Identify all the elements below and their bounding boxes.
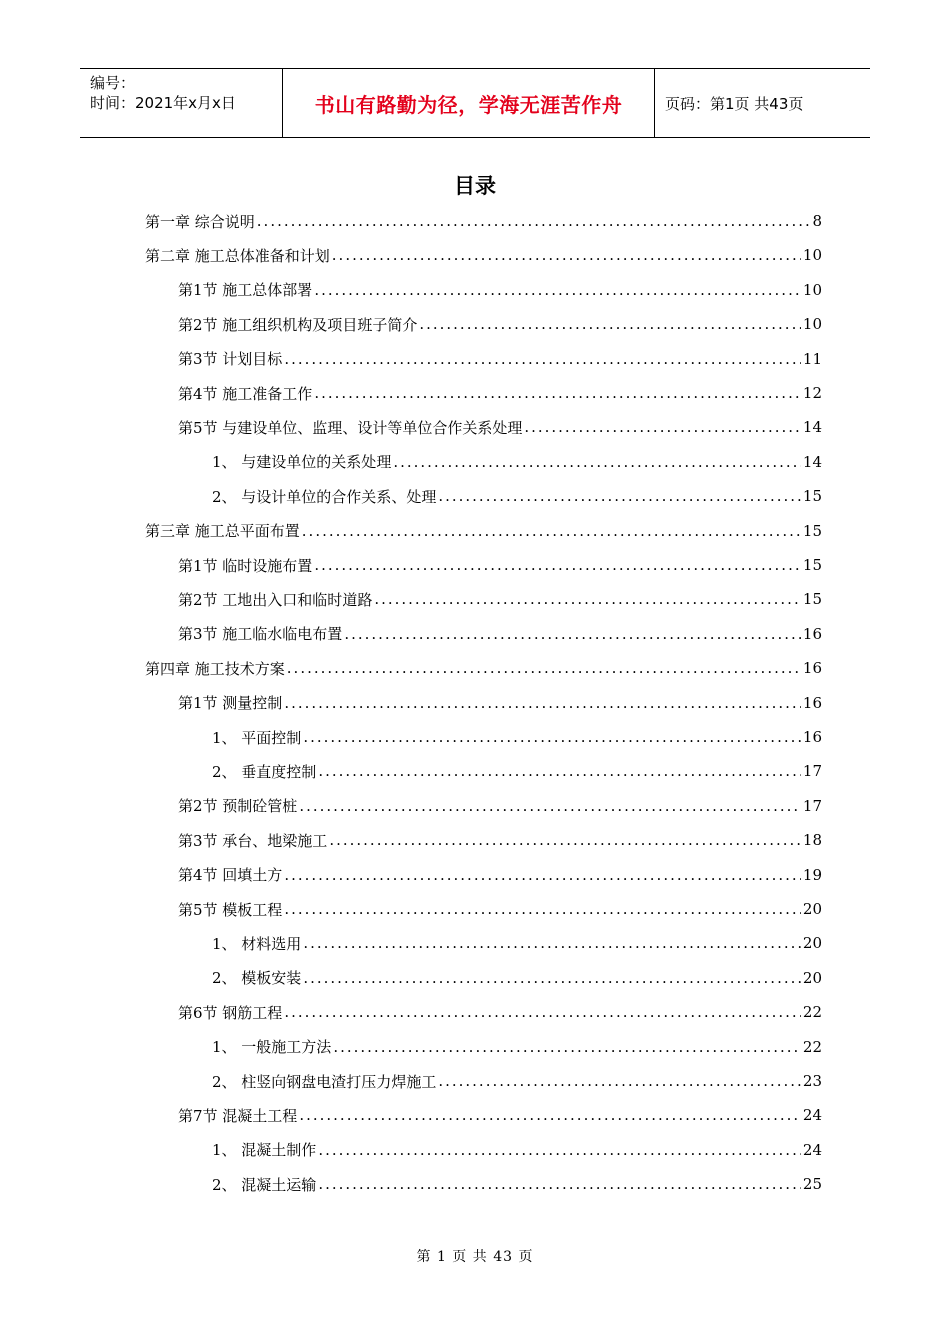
toc-entry-page: 10 (802, 315, 822, 334)
toc-entry-page: 25 (802, 1175, 822, 1194)
toc-entry-page: 15 (802, 590, 822, 609)
toc-entry[interactable] (178, 376, 822, 410)
toc-entry-label: 第2节 预制砼管桩 (178, 797, 298, 816)
toc-entry-page: 20 (802, 900, 822, 918)
page-footer: 第 1 页 共 43 页 (416, 1249, 534, 1265)
toc-entry-page: 19 (802, 865, 822, 884)
toc-entry-page: 20 (802, 968, 822, 987)
toc-entry-label: 第3节 施工临水临电布置 (178, 625, 343, 644)
toc-leader-dots (438, 487, 801, 505)
toc-entry[interactable] (145, 238, 822, 272)
number-label: 编号： (90, 74, 136, 92)
toc-entry[interactable] (178, 410, 822, 444)
toc-leader-dots (299, 1106, 801, 1124)
toc-entry[interactable] (178, 686, 822, 720)
toc-leader-dots (303, 969, 801, 987)
toc-entry-page: 12 (802, 384, 822, 402)
toc-entry-label: 第四章 施工技术方案 (145, 659, 285, 678)
toc-entry-label: 第3节 承台、地梁施工 (178, 831, 328, 850)
toc-leader-dots (393, 453, 801, 471)
toc-entry-page: 22 (802, 1037, 822, 1056)
toc-leader-dots (302, 522, 801, 540)
toc-entry-label: 第3节 计划目标 (178, 350, 283, 369)
toc-entry[interactable] (178, 548, 822, 582)
toc-entry-page: 15 (802, 556, 822, 574)
page-header (80, 68, 870, 138)
toc-entry-page: 17 (802, 796, 822, 815)
toc-entry-page: 14 (802, 418, 822, 437)
toc-leader-dots (284, 350, 801, 368)
toc-entry-page: 15 (802, 521, 822, 540)
toc-entry-label: 第5节 模板工程 (178, 900, 283, 919)
toc-entry-page: 18 (802, 831, 822, 850)
document-title: 目录 (454, 174, 496, 198)
toc-entry-page: 17 (802, 762, 822, 781)
toc-entry-label: 2、 与设计单位的合作关系、处理 (212, 487, 437, 506)
header-page-info: 页码：第1页 共43页 (665, 94, 804, 113)
toc-entry[interactable] (178, 273, 822, 307)
toc-entry-label: 第2节 施工组织机构及项目班子简介 (178, 315, 418, 334)
toc-leader-dots (314, 384, 801, 402)
toc-entry-label: 第一章 综合说明 (145, 212, 255, 231)
toc-entry[interactable] (178, 1098, 822, 1132)
toc-entry[interactable] (212, 479, 822, 513)
toc-entry[interactable] (212, 1064, 822, 1098)
toc-entry-label: 第5节 与建设单位、监理、设计等单位合作关系处理 (178, 418, 523, 437)
toc-entry-label: 1、 混凝土制作 (212, 1141, 317, 1160)
toc-entry-label: 1、 材料选用 (212, 934, 302, 953)
toc-entry-page: 15 (802, 487, 822, 506)
toc-leader-dots (374, 590, 801, 608)
toc-entry-page: 14 (802, 452, 822, 471)
toc-entry[interactable] (178, 858, 822, 892)
toc-entry-label: 1、 与建设单位的关系处理 (212, 453, 392, 472)
time-label: 时间：2021年x月x日 (90, 94, 236, 112)
toc-entry-label: 第4节 施工准备工作 (178, 384, 313, 403)
toc-entry[interactable] (178, 789, 822, 823)
toc-entry-page: 20 (802, 934, 822, 953)
toc-entry-page: 24 (802, 1140, 822, 1159)
toc-entry-page: 11 (802, 349, 822, 368)
toc-entry[interactable] (145, 514, 822, 548)
toc-entry-label: 2、 模板安装 (212, 969, 302, 988)
toc-leader-dots (299, 797, 801, 815)
toc-entry[interactable] (145, 651, 822, 685)
toc-entry-label: 第二章 施工总体准备和计划 (145, 246, 330, 265)
toc-leader-dots (438, 1072, 801, 1090)
toc-entry-page: 22 (802, 1003, 822, 1022)
toc-leader-dots (419, 315, 801, 333)
toc-leader-dots (284, 900, 801, 918)
toc-leader-dots (314, 281, 801, 299)
toc-entry[interactable] (212, 1133, 822, 1167)
toc-entry[interactable] (178, 582, 822, 616)
toc-entry[interactable] (212, 754, 822, 788)
toc-entry[interactable] (212, 1167, 822, 1201)
toc-entry[interactable] (212, 926, 822, 960)
toc-entry[interactable] (178, 307, 822, 341)
toc-leader-dots (314, 556, 801, 574)
toc-entry-page: 10 (802, 246, 822, 265)
toc-leader-dots (257, 212, 811, 230)
toc-leader-dots (329, 831, 801, 849)
toc-entry-page: 10 (802, 280, 822, 299)
toc-entry[interactable] (178, 823, 822, 857)
toc-entry-label: 第1节 临时设施布置 (178, 556, 313, 575)
toc-entry-page: 16 (802, 693, 822, 712)
toc-leader-dots (318, 1141, 801, 1159)
toc-entry[interactable] (212, 445, 822, 479)
toc-leader-dots (318, 1175, 801, 1193)
toc-entry-page: 16 (802, 624, 822, 643)
header-motto: 书山有路勤为径，学海无涯苦作舟 (282, 69, 655, 137)
toc-leader-dots (284, 694, 801, 712)
toc-entry[interactable] (145, 204, 822, 238)
toc-entry-label: 第2节 工地出入口和临时道路 (178, 590, 373, 609)
toc-entry-page: 16 (802, 728, 822, 746)
toc-leader-dots (303, 728, 801, 746)
toc-entry-label: 2、 混凝土运输 (212, 1175, 317, 1194)
toc-leader-dots (303, 934, 801, 952)
toc-entry-label: 1、 一般施工方法 (212, 1038, 332, 1057)
toc-entry-label: 1、 平面控制 (212, 728, 302, 747)
toc-entry-label: 第1节 测量控制 (178, 694, 283, 713)
toc-entry-page: 8 (812, 212, 822, 230)
toc-leader-dots (318, 762, 801, 780)
toc-entry-label: 第三章 施工总平面布置 (145, 522, 300, 541)
toc-entry-label: 2、 垂直度控制 (212, 762, 317, 781)
toc-entry-label: 第4节 回填土方 (178, 866, 283, 885)
toc-entry[interactable] (212, 720, 822, 754)
toc-entry-page: 24 (802, 1106, 822, 1125)
toc-leader-dots (287, 659, 801, 677)
toc-entry-label: 第1节 施工总体部署 (178, 281, 313, 300)
toc-leader-dots (333, 1038, 801, 1056)
toc-entry-page: 16 (802, 659, 822, 678)
toc-leader-dots (284, 866, 801, 884)
toc-leader-dots (284, 1003, 801, 1021)
toc-entry[interactable] (212, 1030, 822, 1064)
toc-entry[interactable] (178, 342, 822, 376)
toc-entry[interactable] (178, 892, 822, 926)
toc-entry-page: 23 (802, 1072, 822, 1090)
header-meta (80, 69, 282, 137)
toc-entry-label: 2、 柱竖向钢盘电渣打压力焊施工 (212, 1072, 437, 1091)
toc-entry[interactable] (212, 961, 822, 995)
toc-entry-label: 第7节 混凝土工程 (178, 1106, 298, 1125)
toc-entry[interactable] (178, 995, 822, 1029)
toc-entry[interactable] (178, 617, 822, 651)
toc-leader-dots (524, 418, 801, 436)
toc-leader-dots (332, 246, 801, 264)
toc-entry-label: 第6节 钢筋工程 (178, 1003, 283, 1022)
toc-leader-dots (344, 625, 801, 643)
